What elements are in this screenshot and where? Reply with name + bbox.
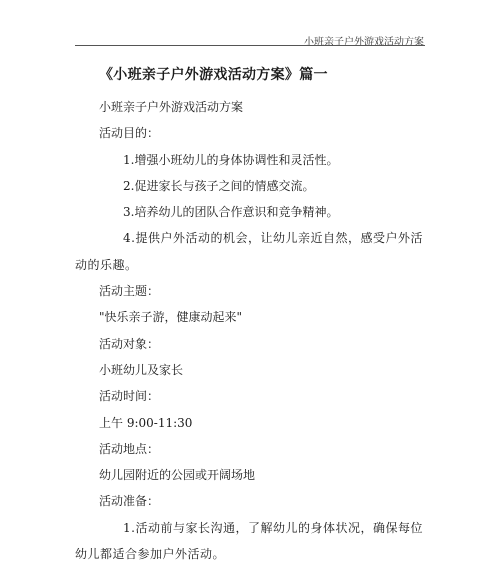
header-divider: [75, 45, 425, 46]
time-value: 上午 9:00-11:30: [99, 415, 193, 430]
running-header: 小班亲子户外游戏活动方案: [304, 37, 424, 48]
goal-item-3: 3.培养幼儿的团队合作意识和竞争精神。: [123, 205, 339, 220]
document-title: 《小班亲子户外游戏活动方案》篇一: [99, 67, 328, 83]
prep-label: 活动准备：: [99, 494, 160, 509]
goal-item-4: 4.提供户外活动的机会，让幼儿亲近自然，感受户外活动的乐趣。: [75, 231, 423, 272]
goal-label: 活动目的：: [99, 126, 160, 141]
prep-item-1: 1.活动前与家长沟通，了解幼儿的身体状况，确保每位幼儿都适合参加户外活动。: [75, 520, 423, 562]
target-label: 活动对象：: [99, 336, 160, 351]
document-body: [75, 94, 427, 567]
place-value: 幼儿园附近的公园或开阔场地: [99, 468, 256, 483]
section-heading: 小班亲子户外游戏活动方案: [99, 100, 244, 114]
goal-item-1: 1.增强小班幼儿的身体协调性和灵活性。: [123, 152, 339, 167]
target-value: 小班幼儿及家长: [99, 362, 184, 377]
theme-label: 活动主题：: [99, 284, 160, 299]
goal-item-2: 2.促进家长与孩子之间的情感交流。: [123, 178, 315, 193]
place-label: 活动地点：: [99, 441, 160, 456]
theme-value: "快乐亲子游，健康动起来": [99, 310, 243, 325]
time-label: 活动时间：: [99, 389, 160, 404]
